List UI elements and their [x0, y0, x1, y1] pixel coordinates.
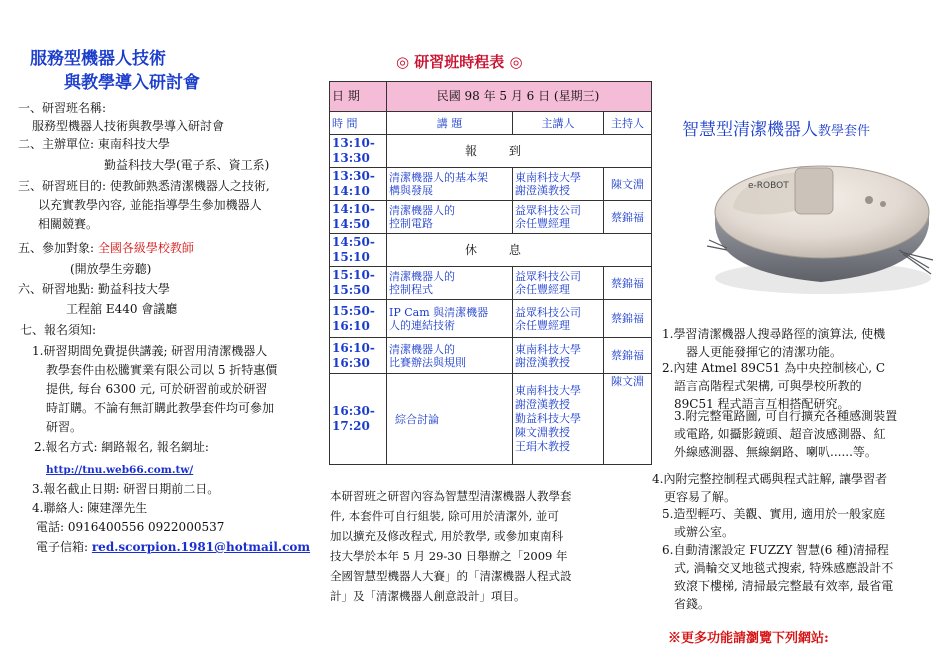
table-row: [330, 135, 652, 168]
item6-label: 六、研習地點: 勤益科技大學: [18, 282, 170, 296]
feature-1: [662, 325, 885, 361]
desc-line: 加以擴充及修改程式, 用於教學, 或參加東南科: [330, 529, 564, 543]
more-info-note: ※更多功能請瀏覽下列網站:: [668, 631, 829, 646]
schedule-header-row: [330, 112, 652, 135]
feature-5: [662, 505, 885, 541]
row-speaker: 益眾科技公司 余任豐經理: [513, 300, 604, 338]
registration-url-link[interactable]: http://tnu.web66.com.tw/: [46, 464, 194, 476]
desc-line: 技大學於本年 5 月 29-30 日舉辦之「2009 年: [330, 549, 568, 563]
note1-line2: 教學套件由松騰實業有限公司以 5 折特惠價: [46, 363, 278, 377]
schedule-table: [329, 81, 652, 465]
row-host: 蔡錦福: [604, 201, 652, 234]
schedule-title: ◎ 研習班時程表 ◎: [396, 53, 523, 71]
item5-value: 全國各級學校教師: [97, 241, 194, 255]
desc-line: 件, 本套件可自行組裝, 除可用於清潔外, 並可: [330, 509, 559, 523]
schedule-date-row: [330, 82, 652, 112]
feature-line: 或電路, 如攝影鏡頭、超音波感測器、紅: [674, 427, 886, 441]
row-host: 蔡錦福: [604, 267, 652, 300]
item3-line2: 以充實教學內容, 並能指導學生參加機器人: [38, 198, 262, 212]
desc-line: 計」及「清潔機器人創意設計」項目。: [330, 589, 526, 603]
feature-line: 3.附完整電路圖, 可自行擴充各種感測裝置: [674, 409, 898, 423]
title-line-1: 服務型機器人技術: [30, 49, 166, 69]
col-topic-header: 講 題: [387, 112, 513, 135]
item3-line1: 三、研習班目的: 使教師熟悉清潔機器人之技術,: [18, 179, 270, 193]
feature-line: 語言高階程式架構, 可與學校所教的: [674, 379, 862, 393]
row-speaker: 益眾科技公司 余任豐經理: [513, 267, 604, 300]
item5-note: (開放學生旁聽): [70, 262, 152, 276]
feature-6: [662, 541, 893, 613]
row-speaker: 東南科技大學 謝澄漢教授 勤益科技大學 陳文淵教授 王琄木教授: [513, 374, 604, 465]
feature-line: 或辦公室。: [674, 525, 735, 539]
row-time: 14:50- 15:10: [330, 234, 387, 267]
row-time: 14:10- 14:50: [330, 201, 387, 234]
row-topic: 清潔機器人的 控制電路: [387, 201, 513, 234]
item1-value: 服務型機器人技術與教學導入研討會: [32, 119, 225, 133]
feature-line: 89C51 程式語言互相搭配研究。: [674, 397, 850, 411]
row-host: 陳文淵: [604, 374, 652, 465]
item5-label: 五、參加對象:: [18, 241, 98, 255]
feature-line: 6.自動清潔設定 FUZZY 智慧(6 種)清掃程: [662, 543, 889, 557]
table-row: [330, 267, 652, 300]
table-row: [330, 201, 652, 234]
row-time: 13:10- 13:30: [330, 135, 387, 168]
row-topic: 綜合討論: [387, 374, 513, 465]
row-topic: 清潔機器人的 控制程式: [387, 267, 513, 300]
contact-phone: 電話: 0916400556 0922000537: [36, 520, 225, 534]
item3-line3: 相關競賽。: [38, 217, 99, 231]
table-row: [330, 234, 652, 267]
feature-2: [662, 359, 885, 413]
item2-label: 二、主辦單位: 東南科技大學: [18, 137, 170, 151]
row-host: 蔡錦福: [604, 338, 652, 374]
row-speaker: 益眾科技公司 余任豐經理: [513, 201, 604, 234]
date-value: 民國 98 年 5 月 6 日 (星期三): [387, 82, 652, 112]
row-topic: IP Cam 與清潔機器 人的連結技術: [387, 300, 513, 338]
row-time: 16:10- 16:30: [330, 338, 387, 374]
feature-line: 4.內附完整控制程式碼與程式註解, 讓學習者: [652, 472, 888, 486]
note1-line1: 1.研習期間免費提供講義; 研習用清潔機器人: [32, 344, 268, 358]
row-time: 16:30- 17:20: [330, 374, 387, 465]
row-topic: 報 到: [387, 135, 652, 168]
contact-email-line: [36, 538, 310, 556]
row-time: 15:10- 15:50: [330, 267, 387, 300]
date-label: 日 期: [330, 82, 387, 112]
email-label: 電子信箱:: [36, 540, 92, 554]
note2-label: 2.報名方式: 網路報名, 報名網址:: [34, 440, 209, 454]
note1-line5: 研習。: [46, 420, 83, 434]
note3: 3.報名截止日期: 研習日期前二日。: [32, 482, 220, 496]
row-speaker: 東南科技大學 謝澄漢教授: [513, 338, 604, 374]
feature-line: 器人更能發揮它的清潔功能。: [686, 345, 843, 359]
table-row: [330, 338, 652, 374]
row-topic: 清潔機器人的 比賽辦法與規則: [387, 338, 513, 374]
item7-label: 七、報名須知:: [20, 323, 97, 337]
feature-line: 外線感測器、無線網路、喇叭......等。: [674, 445, 877, 459]
table-row: [330, 168, 652, 201]
note4-contact: 4.聯絡人: 陳建澤先生: [32, 501, 148, 515]
row-speaker: 東南科技大學 謝澄漢教授: [513, 168, 604, 201]
program-description: [330, 486, 630, 606]
feature-line: 1.學習清潔機器人搜尋路徑的演算法, 使機: [662, 327, 886, 341]
desc-line: 全國智慧型機器人大賽」的「清潔機器人程式設: [330, 569, 572, 583]
row-time: 13:30- 14:10: [330, 168, 387, 201]
cleaning-robot-image: [703, 150, 935, 300]
feature-line: 更容易了解。: [664, 490, 737, 504]
col-host-header: 主持人: [604, 112, 652, 135]
row-topic: 清潔機器人的基本架 構與發展: [387, 168, 513, 201]
feature-line: 2.內建 Atmel 89C51 為中央控制核心, C: [662, 361, 886, 375]
svg-text:e-ROBOT: e-ROBOT: [748, 181, 789, 191]
row-time: 15:50- 16:10: [330, 300, 387, 338]
col-speaker-header: 主講人: [513, 112, 604, 135]
feature-line: 省錢。: [674, 597, 711, 611]
table-row: [330, 300, 652, 338]
title-line-2: 與教學導入研討會: [64, 73, 200, 93]
note1-line4: 時訂購。不論有無訂購此教學套件均可參加: [46, 401, 275, 415]
item6-value: 工程舘 E440 會議廳: [66, 302, 178, 316]
row-topic: 休 息: [387, 234, 652, 267]
item1-label: 一、研習班名稱:: [18, 101, 107, 115]
item2-value: 勤益科技大學(電子系、資工系): [104, 158, 270, 172]
feature-line: 式, 渦輪交叉地毯式搜索, 特殊感應設計不: [674, 561, 894, 575]
kit-title-sub: 教學套件: [818, 124, 871, 139]
table-row: [330, 374, 652, 465]
feature-line: 5.造型輕巧、美觀、實用, 適用於一般家庭: [662, 507, 886, 521]
row-host: 蔡錦福: [604, 300, 652, 338]
feature-4: [652, 470, 887, 506]
col-time-header: 時 間: [330, 112, 387, 135]
kit-title-main: 智慧型清潔機器人: [682, 120, 818, 140]
row-host: 陳文淵: [604, 168, 652, 201]
feature-3: [662, 407, 897, 461]
note1-line3: 提供, 每台 6300 元, 可於研習前或於研習: [46, 382, 268, 396]
kit-title: [682, 115, 870, 140]
feature-line: 致滾下樓梯, 清掃最完整最有效率, 最省電: [674, 579, 894, 593]
item5-line: [18, 239, 194, 257]
email-link[interactable]: red.scorpion.1981@hotmail.com: [91, 540, 311, 554]
desc-line: 本研習班之研習內容為智慧型清潔機器人教學套: [330, 489, 572, 503]
